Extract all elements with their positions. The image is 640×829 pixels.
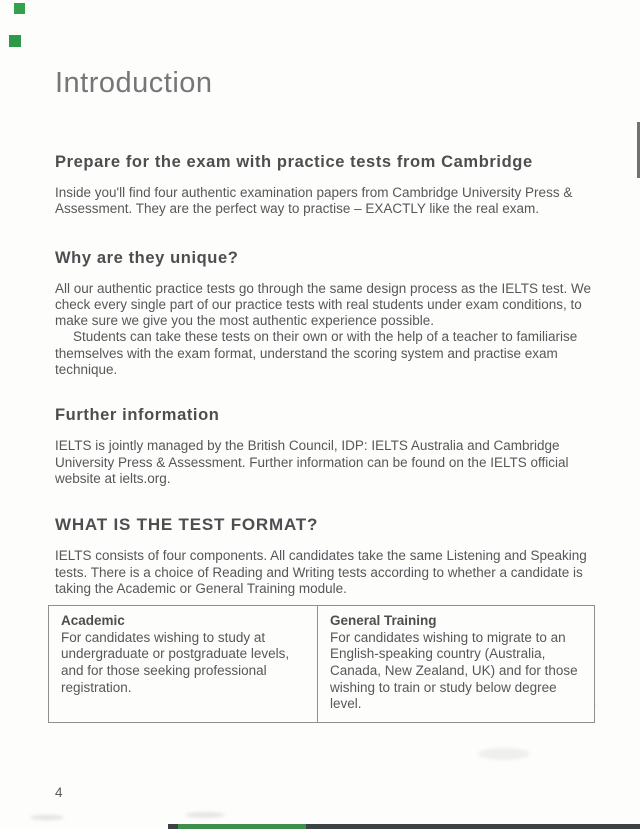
- section-further-information: [55, 405, 593, 487]
- table-cell-general-training: [318, 606, 594, 722]
- page-number: 4: [55, 785, 63, 800]
- table-cell-heading: Academic: [61, 613, 125, 629]
- page-title: Introduction: [55, 67, 213, 99]
- scan-artifact-green-square-lower: [9, 35, 21, 47]
- test-format-table: [48, 605, 595, 723]
- section-why-unique: [55, 248, 593, 379]
- section-heading: Prepare for the exam with practice tests from Cambridge: [55, 153, 533, 171]
- section-test-format: [55, 515, 593, 597]
- table-cell-academic: [49, 606, 318, 722]
- scan-artifact-green-square-top: [14, 3, 25, 14]
- paragraph: Inside you'll find four authentic examination papers from Cambridge University Press & Assessment. They are the perfect way to practise – EXACTLY like the real exam.: [55, 185, 573, 217]
- paragraph: Students can take these tests on their own or with the help of a teacher to familiarise themselves with the exam format, understand the scoring system and practise exam technique.: [55, 329, 578, 378]
- scan-smudge: [478, 748, 530, 760]
- paragraph: IELTS consists of four components. All candidates take the same Listening and Speaking tests. There is a choice of Reading and Writing tests according to whether a candidate is taking the Academic or General Training module.: [55, 548, 587, 596]
- scan-smudge: [185, 812, 225, 818]
- page-content: [55, 0, 593, 723]
- paragraph: IELTS is jointly managed by the British Council, IDP: IELTS Australia and Cambridge University Press & Assessment. Further information can be found on the IELTS official website at ielts.org.: [55, 438, 569, 486]
- section-heading: Why are they unique?: [55, 248, 239, 267]
- section-heading: WHAT IS THE TEST FORMAT?: [55, 515, 319, 535]
- scan-smudge: [30, 815, 64, 820]
- table-cell-body: For candidates wishing to study at undergraduate or postgraduate levels, and for those seeking professional registration.: [61, 629, 290, 695]
- section-prepare: [55, 152, 593, 218]
- scan-artifact-bottom-strip-green: [178, 824, 306, 829]
- section-heading: Further information: [55, 406, 220, 425]
- table-cell-body: For candidates wishing to migrate to an English-speaking country (Australia, Canada, New Zealand, UK) and for those wishing to train or study below degree level.: [330, 629, 578, 712]
- paragraph: All our authentic practice tests go through the same design process as the IELTS test. We check every single part of our practice tests with real students under exam conditions, to make sure we give you the most authentic experience possible.: [55, 280, 592, 329]
- table-cell-heading: General Training: [330, 613, 437, 629]
